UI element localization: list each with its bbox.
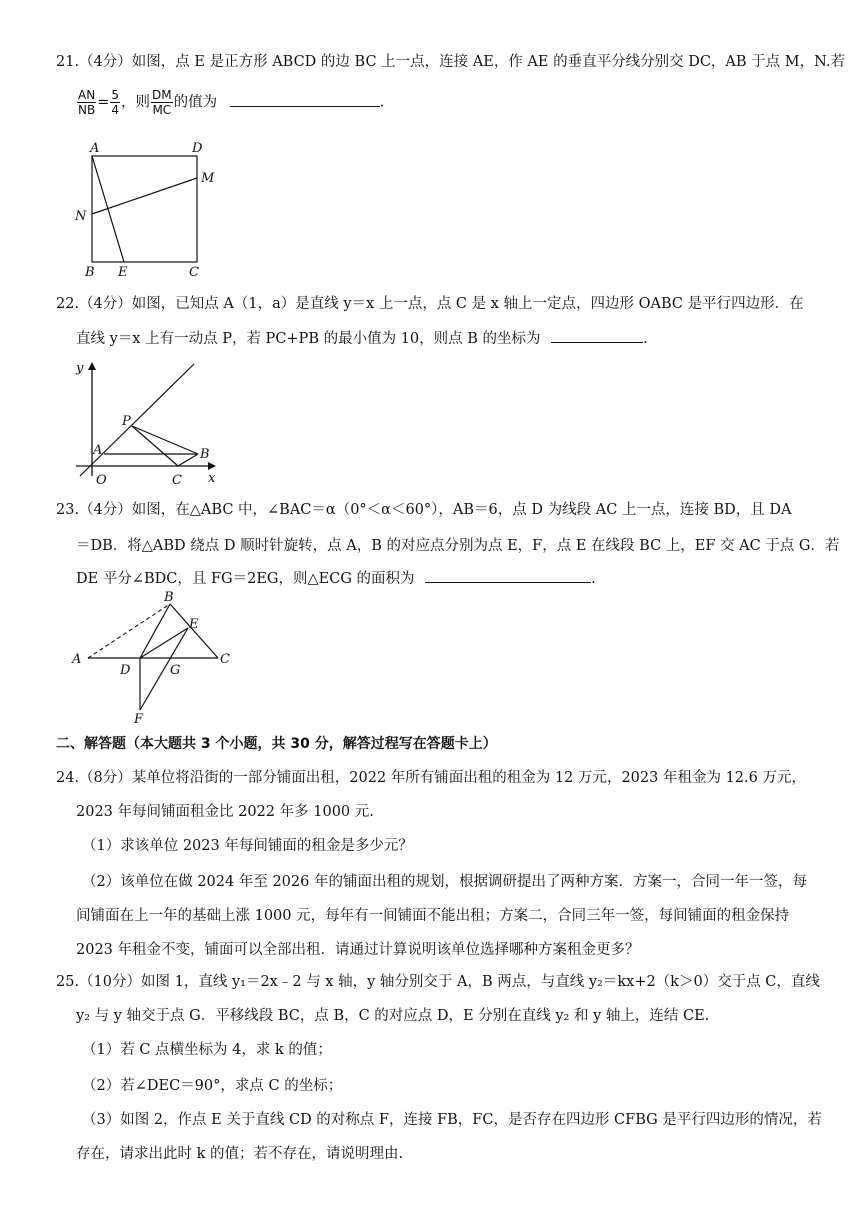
q23-label-d: D [120, 663, 131, 678]
q21-fraction-5-4 [110, 88, 120, 117]
q21-frac1-denominator: NB [78, 103, 96, 117]
q22-text-line1: 22.（4分）如图，已知点 A（1，a）是直线 y＝x 上一点，点 C 是 x 轴上一定点，四边形 OABC 是平行四边形．在 [56, 296, 804, 312]
q22-label-c: C [172, 473, 182, 488]
q25-sub3-line1: （3）如图 2，作点 E 关于直线 CD 的对称点 F，连接 FB，FC，是否存在四边形 CFBG 是平行四边形的情况，若 [82, 1112, 822, 1128]
q21-segment-nm [92, 178, 197, 214]
q22-label-y: y [76, 361, 84, 376]
q23-answer-blank[interactable] [425, 568, 591, 583]
q22-label-o: O [96, 473, 107, 488]
q21-text-line2 [76, 88, 384, 117]
q23-label-e: E [189, 617, 199, 632]
q21-label-c: C [189, 265, 199, 280]
q22-answer-blank[interactable] [551, 328, 643, 343]
q23-segment-ab-dashed [88, 604, 170, 658]
q23-label-a: A [72, 652, 82, 667]
q25-text-line1: 25.（10分）如图 1，直线 y₁＝2x﹣2 与 x 轴，y 轴分别交于 A，B 两点，与直线 y₂＝kx+2（k＞0）交于点 C，直线 [56, 974, 820, 990]
q22-line-y-eq-x [80, 364, 194, 476]
q23-label-f: F [134, 712, 144, 726]
q21-answer-blank[interactable] [230, 92, 380, 107]
q21-fraction-an-nb [77, 88, 96, 117]
q25-sub2: （2）若∠DEC＝90°，求点 C 的坐标； [82, 1078, 343, 1094]
q21-frac2-denominator: 4 [111, 103, 120, 117]
q23-label-b: B [164, 590, 174, 605]
q21-text-line1: 21.（4分）如图，点 E 是正方形 ABCD 的边 BC 上一点，连接 AE，作 AE 的垂直平分线分别交 DC，AB 于点 M，N.若 [56, 54, 845, 70]
q22-text-line2 [76, 328, 648, 349]
q22-label-b: B [200, 447, 210, 462]
q21-equals: = [97, 94, 110, 111]
q24-sub2-line1: （2）该单位在做 2024 年至 2026 年的铺面出租的规划，根据调研提出了两种方案．方案一，合同一年一签，每 [82, 874, 807, 890]
q22-figure [68, 358, 228, 492]
q21-fraction-dm-mc [151, 88, 173, 117]
section-2-heading: 二、解答题（本大题共 3 个小题，共 30 分，解答过程写在答题卡上） [56, 736, 497, 752]
q25-sub1: （1）若 C 点横坐标为 4，求 k 的值； [82, 1042, 332, 1058]
q23-label-g: G [170, 663, 181, 678]
q23-figure [68, 590, 248, 726]
q21-period: . [379, 94, 385, 111]
q24-text-line1: 24.（8分）某单位将沿街的一部分铺面出租，2022 年所有铺面出租的租金为 12 万元，2023 年租金为 12.6 万元， [56, 770, 806, 786]
q22-period: . [643, 331, 648, 347]
q23-segment-ef [140, 628, 188, 710]
q21-frac3-denominator: MC [152, 103, 172, 117]
q24-sub2-line2: 间铺面在上一年的基础上涨 1000 元，每年有一间铺面不能出租；方案二，合同三年一签，每间铺面的租金保持 [76, 908, 790, 924]
q22-label-a: A [93, 443, 103, 458]
q23-period: . [591, 571, 596, 587]
q21-label-b: B [85, 265, 95, 280]
q24-text-line2: 2023 年每间铺面租金比 2022 年多 1000 元. [76, 804, 374, 820]
q21-tail: 的值为 [173, 94, 218, 111]
q25-sub3-line2: 存在，请求出此时 k 的值；若不存在，请说明理由. [76, 1146, 404, 1162]
q22-label-x: x [208, 471, 216, 486]
q23-segment-de [140, 628, 188, 658]
q22-segment-bc [178, 454, 198, 466]
q21-frac3-numerator: DM [152, 88, 172, 102]
q21-label-a: A [90, 141, 100, 156]
q24-sub2-line3: 2023 年租金不变，铺面可以全部出租．请通过计算说明该单位选择哪种方案租金更多？ [76, 942, 640, 958]
q24-sub1: （1）求该单位 2023 年每间铺面的租金是多少元？ [82, 838, 413, 854]
q21-frac2-numerator: 5 [111, 88, 120, 102]
q22-line2-text: 直线 y＝x 上有一动点 P，若 PC+PB 的最小值为 10，则点 B 的坐标为 [76, 331, 541, 347]
q21-label-d: D [192, 141, 203, 156]
q22-label-p: P [122, 414, 131, 429]
q22-segment-pb [132, 426, 198, 454]
q23-line3-text: DE 平分∠BDC，且 FG＝2EG，则△ECG 的面积为 [76, 571, 415, 587]
q23-label-c: C [220, 652, 230, 667]
q21-label-n: N [75, 209, 87, 224]
q23-text-line2: ＝DB．将△ABD 绕点 D 顺时针旋转，点 A，B 的对应点分别为点 E，F，点 E 在线段 BC 上，EF 交 AC 于点 G．若 [76, 538, 840, 554]
q21-label-e: E [118, 265, 128, 280]
q23-text-line1: 23.（4分）如图，在△ABC 中，∠BAC＝α（0°＜α＜60°），AB＝6，点 D 为线段 AC 上一点，连接 BD，且 DA [56, 502, 792, 518]
q23-text-line3 [76, 568, 596, 589]
q25-text-line2: y₂ 与 y 轴交于点 G．平移线段 BC，点 B，C 的对应点 D，E 分别在直线 y₂ 和 y 轴上，连结 CE. [76, 1008, 710, 1024]
q21-figure [68, 136, 238, 282]
q22-segment-pc [132, 426, 178, 466]
q21-frac1-numerator: AN [78, 88, 96, 102]
q21-then: ，则 [121, 94, 151, 111]
q23-segment-bd [140, 604, 170, 658]
q21-label-m: M [201, 171, 215, 186]
